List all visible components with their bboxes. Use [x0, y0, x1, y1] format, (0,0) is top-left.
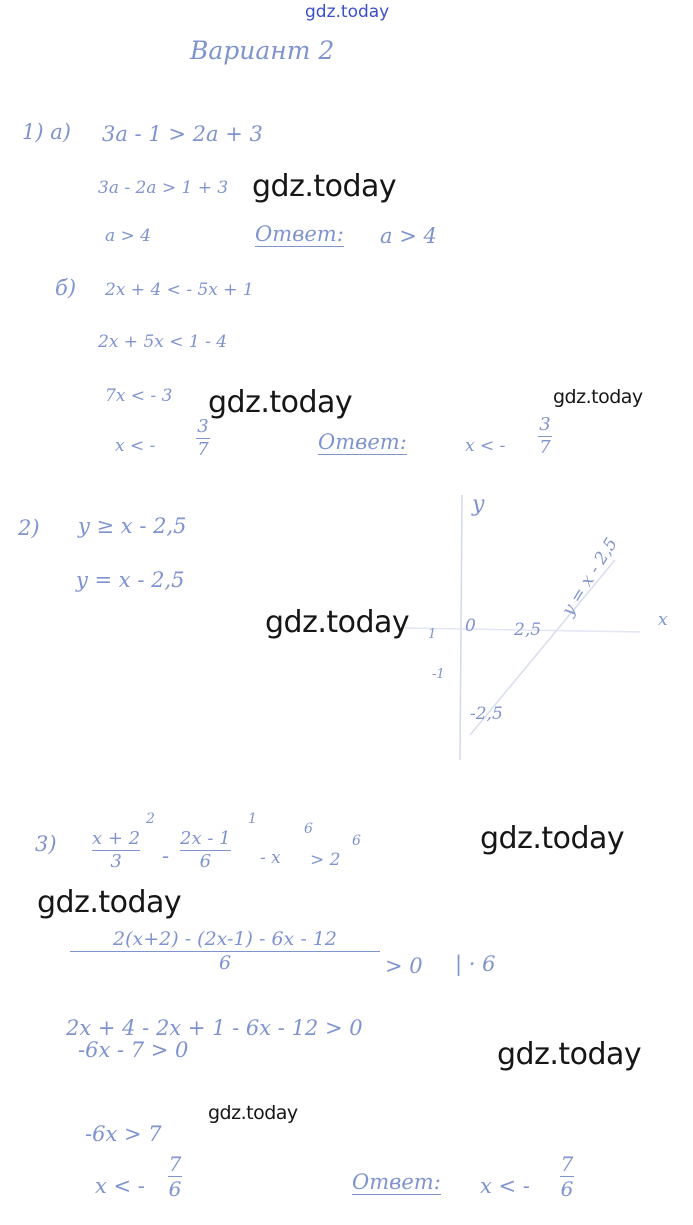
fraction-numerator: x + 2 [92, 828, 141, 849]
graph-x-axis-label: x [658, 610, 668, 630]
task3-answer-label: Ответ: [352, 1170, 441, 1194]
task1b-answer-label: Ответ: [318, 430, 407, 454]
page-title: Вариант 2 [190, 36, 335, 65]
task1a-line3: a > 4 [105, 226, 152, 246]
task3-term3: - x [260, 848, 281, 868]
task1b-line1: 2x + 4 < - 5x + 1 [105, 280, 254, 300]
task1a-line2: 3a - 2a > 1 + 3 [98, 178, 229, 198]
task1a-label: 1) а) [22, 120, 71, 144]
fraction-denominator: 6 [560, 1177, 574, 1201]
watermark: gdz.today [265, 605, 410, 640]
task2-line2: y = x - 2,5 [76, 568, 185, 592]
task3-answer-prefix: x < - [480, 1174, 530, 1198]
task2-label: 2) [18, 516, 40, 540]
graph-y-axis [460, 495, 462, 760]
watermark: gdz.today [497, 1037, 642, 1072]
watermark: gdz.today [208, 385, 353, 420]
task1a-answer: a > 4 [380, 224, 437, 248]
fraction-denominator: 6 [218, 952, 232, 974]
graph-tick-x1: 1 [428, 627, 437, 642]
fraction-numerator: 7 [560, 1152, 574, 1176]
task3-step6-fraction [168, 1154, 182, 1199]
fraction-denominator: 7 [539, 437, 551, 458]
fraction-denominator: 7 [197, 439, 209, 460]
task3-answer-fraction [560, 1154, 574, 1199]
task3-minus1: - [162, 844, 170, 868]
task1a-answer-label: Ответ: [255, 222, 344, 246]
task3-term2 [180, 830, 231, 871]
task1a-line1: 3a - 1 > 2a + 3 [102, 122, 263, 146]
graph-line-label: y = x - 2,5 [558, 534, 622, 620]
fraction-numerator: 2x - 1 [180, 828, 231, 849]
fraction-denominator: 6 [168, 1177, 182, 1201]
fraction-numerator: 3 [539, 414, 551, 435]
graph-y-axis-label: y [472, 492, 485, 517]
graph-tick-y-neg25: -2,5 [470, 704, 503, 724]
task3-step2-rhs: > 0 [385, 954, 423, 978]
task1b-label: б) [55, 276, 77, 300]
task3-label: 3) [35, 832, 57, 856]
task3-step6-prefix: x < - [95, 1174, 145, 1198]
task2-line1: y ≥ x - 2,5 [78, 514, 187, 538]
task3-step2-fraction [70, 930, 380, 973]
watermark: gdz.today [480, 821, 625, 856]
task3-term1 [92, 830, 140, 871]
task3-mult3: 6 [304, 821, 313, 837]
graph-tick-x25: 2,5 [514, 620, 542, 640]
task3-step5: -6x > 7 [85, 1122, 162, 1146]
fraction-denominator: 6 [199, 851, 212, 872]
graph-origin: 0 [465, 616, 476, 636]
task1b-line2: 2x + 5x < 1 - 4 [98, 332, 228, 352]
fraction-numerator: 7 [168, 1152, 182, 1176]
task3-mult1: 2 [146, 811, 155, 827]
task3-step3: 2x + 4 - 2x + 1 - 6x - 12 > 0 [66, 1016, 363, 1040]
watermark: gdz.today [553, 386, 643, 408]
task1b-line4-prefix: x < - [115, 436, 156, 456]
watermark-top: gdz.today [305, 2, 390, 22]
fraction-numerator: 3 [197, 416, 209, 437]
task3-step2-mult: | · 6 [455, 952, 496, 976]
watermark: gdz.today [208, 1102, 298, 1124]
task1b-answer-prefix: x < - [465, 436, 506, 456]
fraction-denominator: 3 [110, 851, 122, 872]
task3-step4: -6x - 7 > 0 [78, 1038, 189, 1062]
watermark: gdz.today [37, 885, 182, 920]
task1b-line3: 7x < - 3 [105, 386, 173, 406]
task3-rhs: > 2 [310, 850, 341, 870]
watermark: gdz.today [252, 169, 397, 204]
task3-mult4: 6 [352, 833, 361, 849]
fraction-numerator: 2(x+2) - (2x-1) - 6x - 12 [113, 928, 337, 950]
graph-tick-y-neg1: -1 [432, 667, 445, 682]
task3-mult2: 1 [248, 811, 257, 827]
